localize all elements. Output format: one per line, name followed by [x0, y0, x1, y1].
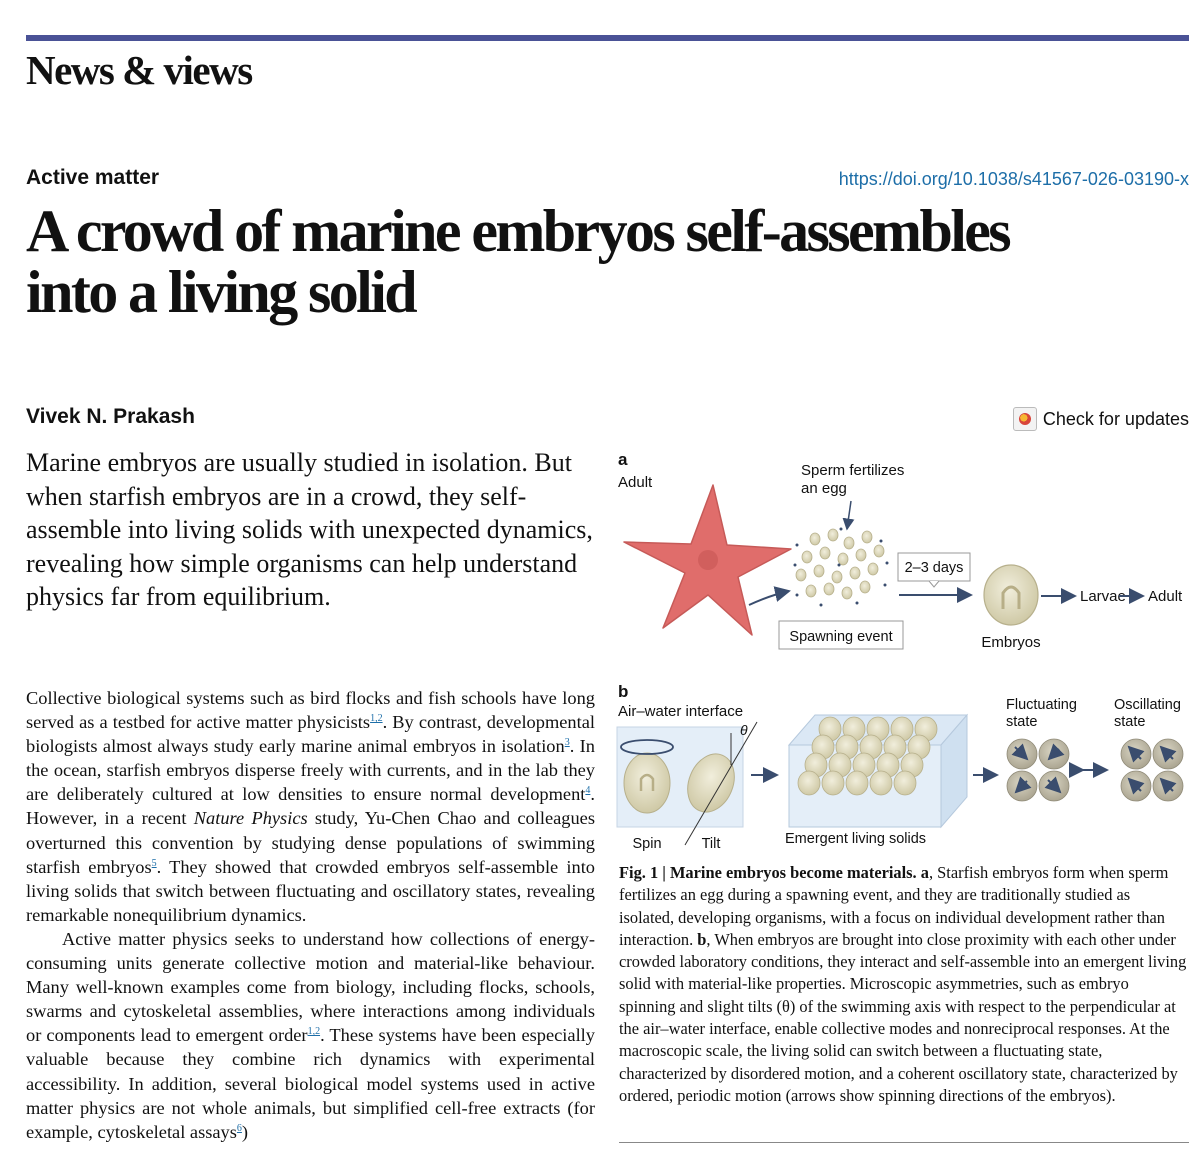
larvae-label: Larvae: [1080, 588, 1126, 605]
article-title: [26, 198, 1176, 325]
reference-link[interactable]: 6: [236, 1122, 242, 1134]
figure-caption: Fig. 1 | Marine embryos become materials. a, Starfish embryos form when sperm fertilizes an egg during a spawning event, and they are traditionally studied as isolated, developing organisms, with a focus on individual development rather than interaction. b, When embryos are brought into close proximity with each other under crowded laboratory conditions, they interact and self-assemble into an emergent living solid with material-like properties. Microscopic asymmetries, such as embryo spinning and slight tilts (θ) of the swimming axis with respect to the perpendicular at the air–water interface, enable collective modes and nonreciprocal responses. At the macroscopic scale, the living solid can switch between a fluctuating state, characterized by disordered motion, and a coherent oscillatory state, characterized by ordered, periodic motion (arrows show spinning directions of the embryos).: [619, 863, 1187, 1105]
embryo-illustration: [984, 565, 1038, 625]
body-text: [26, 686, 595, 1144]
check-updates-label: Check for updates: [1042, 408, 1189, 429]
reference-link[interactable]: 1,2: [307, 1026, 321, 1038]
reference-link[interactable]: 4: [585, 785, 591, 797]
panel-a-letter: a: [618, 450, 628, 469]
days-label: 2–3 days: [904, 560, 964, 576]
oscillating-label-line2: state: [1114, 714, 1146, 730]
reference-link[interactable]: 1,2: [370, 712, 383, 724]
author-name: Vivek N. Prakash: [26, 405, 195, 428]
section-label: Active matter: [26, 166, 160, 189]
spin-label: Spin: [632, 836, 662, 852]
living-solid-block: [789, 715, 967, 827]
header-rule: [26, 35, 1189, 41]
panel-b-letter: b: [618, 682, 629, 701]
sperm-label-line2: an egg: [801, 480, 847, 497]
oscillating-label-line1: Oscillating: [1114, 697, 1181, 713]
reference-link[interactable]: 5: [151, 857, 157, 869]
paragraph-1: Collective biological systems such as bird flocks and fish schools have long served as a testbed for active matter physicists$^{1,2}$. By contrast, developmental biologists almost always study early marine animal embryos in isolation$^3$. In the ocean, starfish embryos disperse freely with currents, and in the lab they are deliberately cultured at low densities to ensure normal development$^4$. However, in a recent Nature Physics study, Yu-Chen Chao and colleagues overturned this convention by studying dense populations of swimming starfish embryos$^5$. They showed that crowded embryos self-assemble into living solids that switch between fluctuating and oscillatory states, revealing remarkable nonequilibrium dynamics.: [26, 688, 595, 925]
caption-label: Fig. 1 | Marine embryos become materials.: [619, 863, 917, 882]
release-arrow: [749, 591, 789, 605]
tilt-label: Tilt: [701, 836, 721, 852]
journal-name: Nature Physics: [193, 808, 308, 829]
paragraph-2: Active matter physics seeks to understand how collections of energy-consuming units generate collective motion and material-like behaviour. Many well-known examples come from biology, including flocks, schools, swarms and cytoskeletal assemblies, where interactions among individuals or components lead to emergent order$^{1,2}$. These systems have been especially valuable because they combine rich dynamics with experimental accessibility. In addition, several biological model systems used in active matter physics are not whole animals, but simplified cell-free extracts (for example, cytoskeletal assays$^6$): [26, 928, 595, 1142]
crossmark-icon: [1013, 407, 1037, 431]
spawning-label: Spawning event: [789, 629, 893, 645]
interface-label: Air–water interface: [618, 703, 744, 720]
title-line-2: into a living solid: [26, 259, 416, 325]
standfirst: Marine embryos are usually studied in isolation. But when starfish embryos are in a crowd, they self-assemble into living solids with unexpected dynamics, revealing how simple organisms can help understand physics far from equilibrium.: [26, 448, 593, 612]
figure-illustration: [611, 445, 1200, 881]
title-line-1: A crowd of marine embryos self-assembles: [26, 198, 1010, 264]
sperm-arrow: [847, 501, 851, 529]
brand-title: News & views: [26, 47, 252, 93]
embryos-label: Embryos: [981, 634, 1041, 651]
starfish-center: [698, 550, 718, 570]
check-for-updates-button[interactable]: [1013, 407, 1189, 431]
fluctuating-arrows: [1015, 747, 1060, 792]
doi-link[interactable]: https://doi.org/10.1038/s41567-026-03190-x: [838, 169, 1189, 189]
fluctuating-label-line2: state: [1006, 714, 1038, 730]
emergent-label: Emergent living solids: [785, 831, 927, 847]
fluctuating-label-line1: Fluctuating: [1006, 697, 1077, 713]
adult-end-label: Adult: [1148, 588, 1183, 605]
sperm-label-line1: Sperm fertilizes: [801, 462, 905, 479]
caption-divider: [619, 1142, 1189, 1143]
days-pointer: [929, 581, 939, 587]
theta-label: θ: [740, 722, 748, 738]
embryo-array: [798, 717, 937, 795]
adult-label: Adult: [618, 474, 653, 491]
figure-1: [611, 445, 1200, 881]
reference-link[interactable]: 3: [564, 737, 570, 749]
spin-embryo: [624, 753, 670, 813]
